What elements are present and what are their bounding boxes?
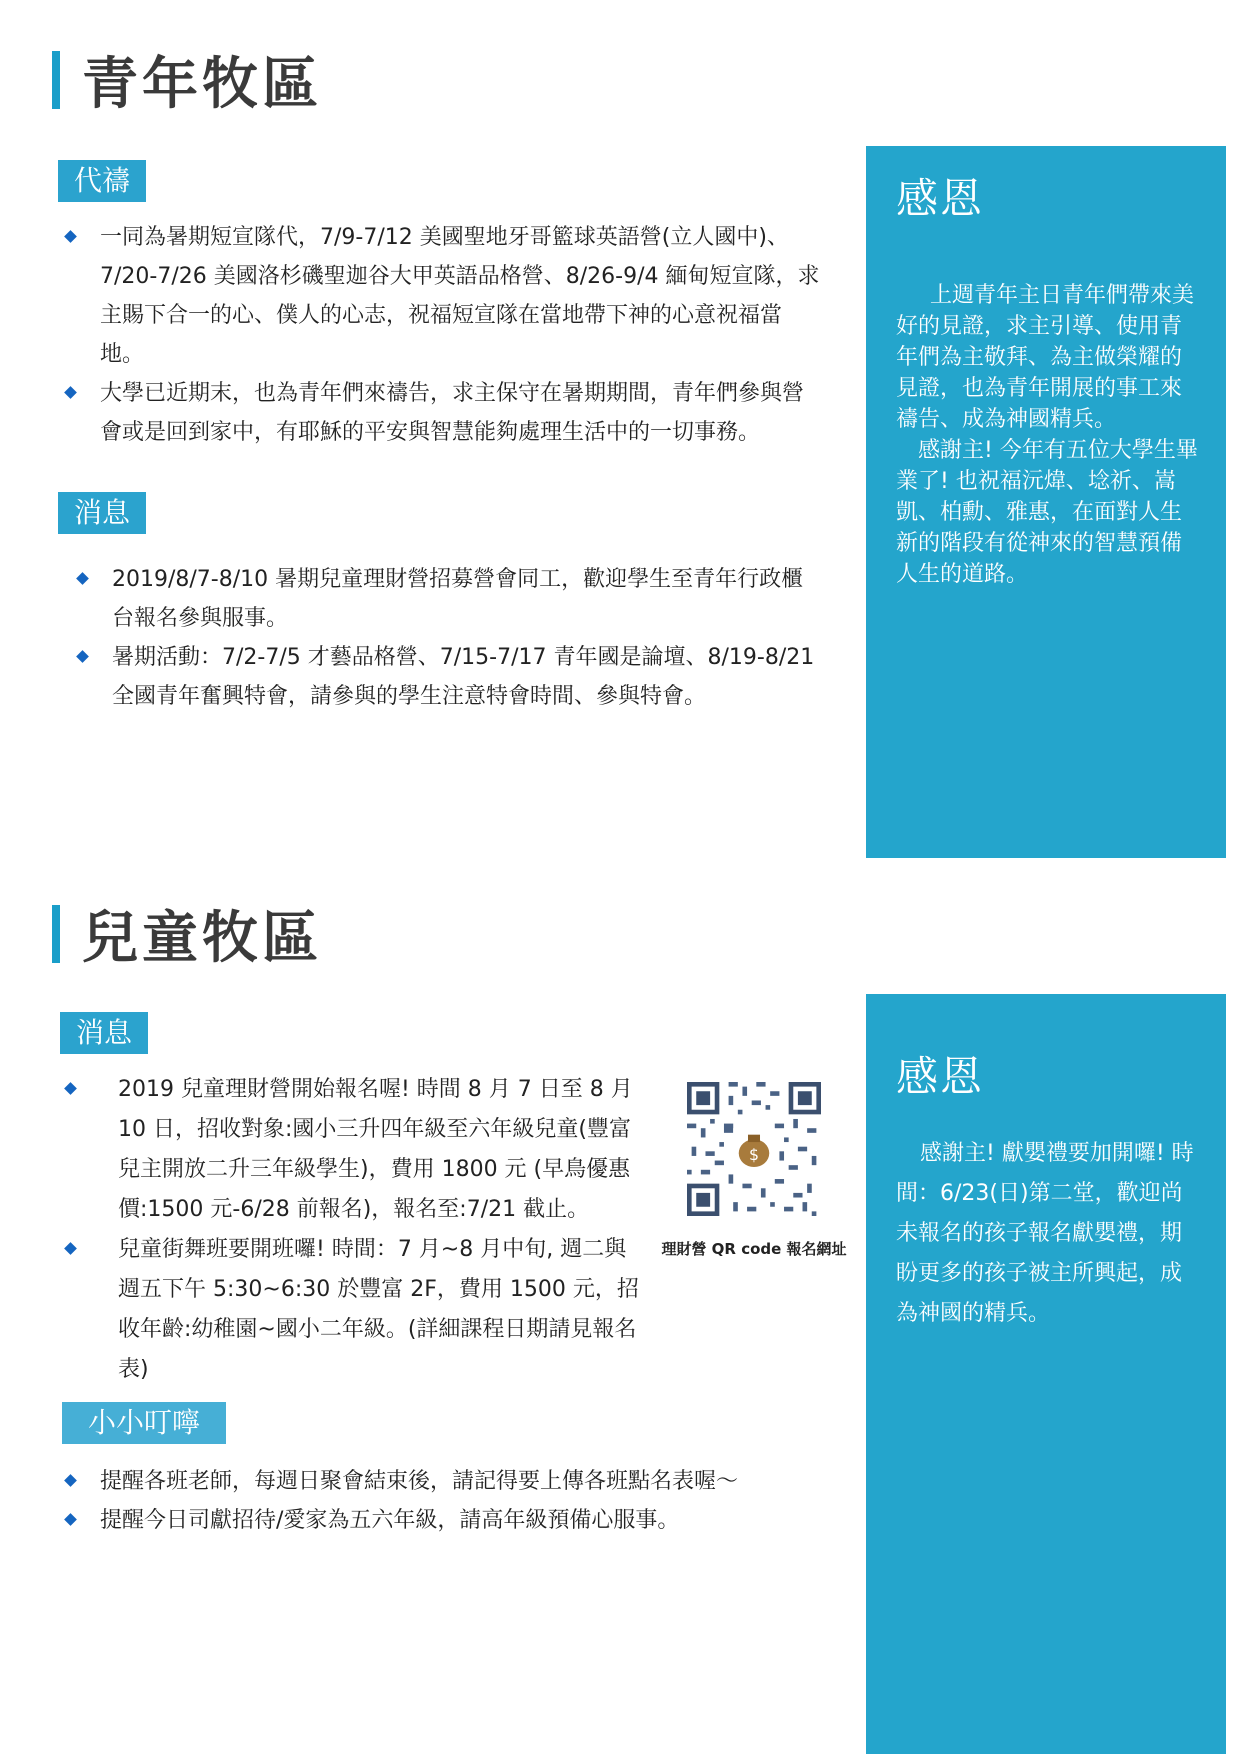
children-news-tag: 消息 <box>60 1012 148 1054</box>
qr-code-icon[interactable] <box>687 1082 821 1216</box>
children-reminder-list <box>62 1462 852 1540</box>
title-accent-bar <box>52 905 60 963</box>
children-section-title <box>52 902 322 971</box>
qr-code-block <box>654 1082 854 1259</box>
diamond-bullet-icon <box>64 386 77 399</box>
children-reminder-tag: 小小叮嚀 <box>62 1402 226 1444</box>
youth-thanks-paragraph-1: 上週青年主日青年們帶來美好的見證，求主引導、使用青年們為主敬拜、為主做榮耀的見證，也為青年開展的事工來禱告、成為神國精兵。 <box>896 283 1195 432</box>
list-item: 2019 兒童理財營開始報名喔! 時間 8 月 7 日至 8 月 10 日，招收對象:國小三升四年級至六年級兒童(豐富兒主開放二升三年級學生)，費用 1800 元 (早鳥優惠價:1500 元-6/28 前報名)，報名至:7/21 截止。 <box>62 1070 648 1230</box>
list-item: 兒童街舞班要開班囉! 時間：7 月~8 月中旬, 週二與週五下午 5:30~6:30 於豐富 2F，費用 1500 元，招收年齡:幼稚園~國小二年級。(詳細課程日期請見報名表) <box>62 1230 648 1390</box>
diamond-bullet-icon <box>64 230 77 243</box>
diamond-bullet-icon <box>64 1242 77 1255</box>
qr-caption: 理財營 QR code 報名網址 <box>661 1240 847 1258</box>
list-item: 提醒今日司獻招待/愛家為五六年級，請高年級預備心服事。 <box>62 1501 852 1540</box>
youth-prayer-list <box>62 218 822 452</box>
title-accent-bar <box>52 51 60 109</box>
children-news-list <box>62 1070 648 1390</box>
diamond-bullet-icon <box>64 1082 77 1095</box>
children-thanks-title: 感恩 <box>896 1052 985 1101</box>
list-item: 提醒各班老師，每週日聚會結束後，請記得要上傳各班點名表喔～ <box>62 1462 852 1501</box>
youth-thanks-title: 感恩 <box>896 174 985 223</box>
list-item: 一同為暑期短宣隊代，7/9-7/12 美國聖地牙哥籃球英語營(立人國中)、7/20-7/26 美國洛杉磯聖迦谷大甲英語品格營、8/26-9/4 緬甸短宣隊，求主賜下合一的心、僕人的心志，祝福短宣隊在當地帶下神的心意祝福當地。 <box>62 218 822 374</box>
diamond-bullet-icon <box>64 1513 77 1526</box>
youth-thanks-body <box>896 280 1198 590</box>
list-item: 2019/8/7-8/10 暑期兒童理財營招募營會同工，歡迎學生至青年行政櫃台報名參與服事。 <box>74 560 816 638</box>
youth-thanks-paragraph-2: 感謝主! 今年有五位大學生畢業了! 也祝福沅煒、埝祈、嵩凱、柏勳、雅惠，在面對人生新的階段有從神來的智慧預備人生的道路。 <box>896 438 1198 587</box>
youth-section-title <box>52 48 322 117</box>
diamond-bullet-icon <box>64 1474 77 1487</box>
diamond-bullet-icon <box>76 572 89 585</box>
children-title-text: 兒童牧區 <box>82 906 322 971</box>
youth-thanks-panel <box>866 146 1226 858</box>
youth-news-tag: 消息 <box>58 492 146 534</box>
diamond-bullet-icon <box>76 650 89 663</box>
list-item: 暑期活動：7/2-7/5 才藝品格營、7/15-7/17 青年國是論壇、8/19-8/21 全國青年奮興特會，請參與的學生注意特會時間、參與特會。 <box>74 638 816 716</box>
list-item: 大學已近期末，也為青年們來禱告，求主保守在暑期期間，青年們參與營會或是回到家中，有耶穌的平安與智慧能夠處理生活中的一切事務。 <box>62 374 822 452</box>
children-thanks-body: 感謝主! 獻嬰禮要加開囉! 時間：6/23(日)第二堂，歡迎尚未報名的孩子報名獻嬰禮，期盼更多的孩子被主所興起，成為神國的精兵。 <box>896 1141 1194 1326</box>
youth-title-text: 青年牧區 <box>82 52 322 117</box>
children-thanks-panel <box>866 994 1226 1754</box>
youth-news-list <box>74 560 816 716</box>
youth-prayer-tag: 代禱 <box>58 160 146 202</box>
svg-text:$: $ <box>749 1145 759 1165</box>
